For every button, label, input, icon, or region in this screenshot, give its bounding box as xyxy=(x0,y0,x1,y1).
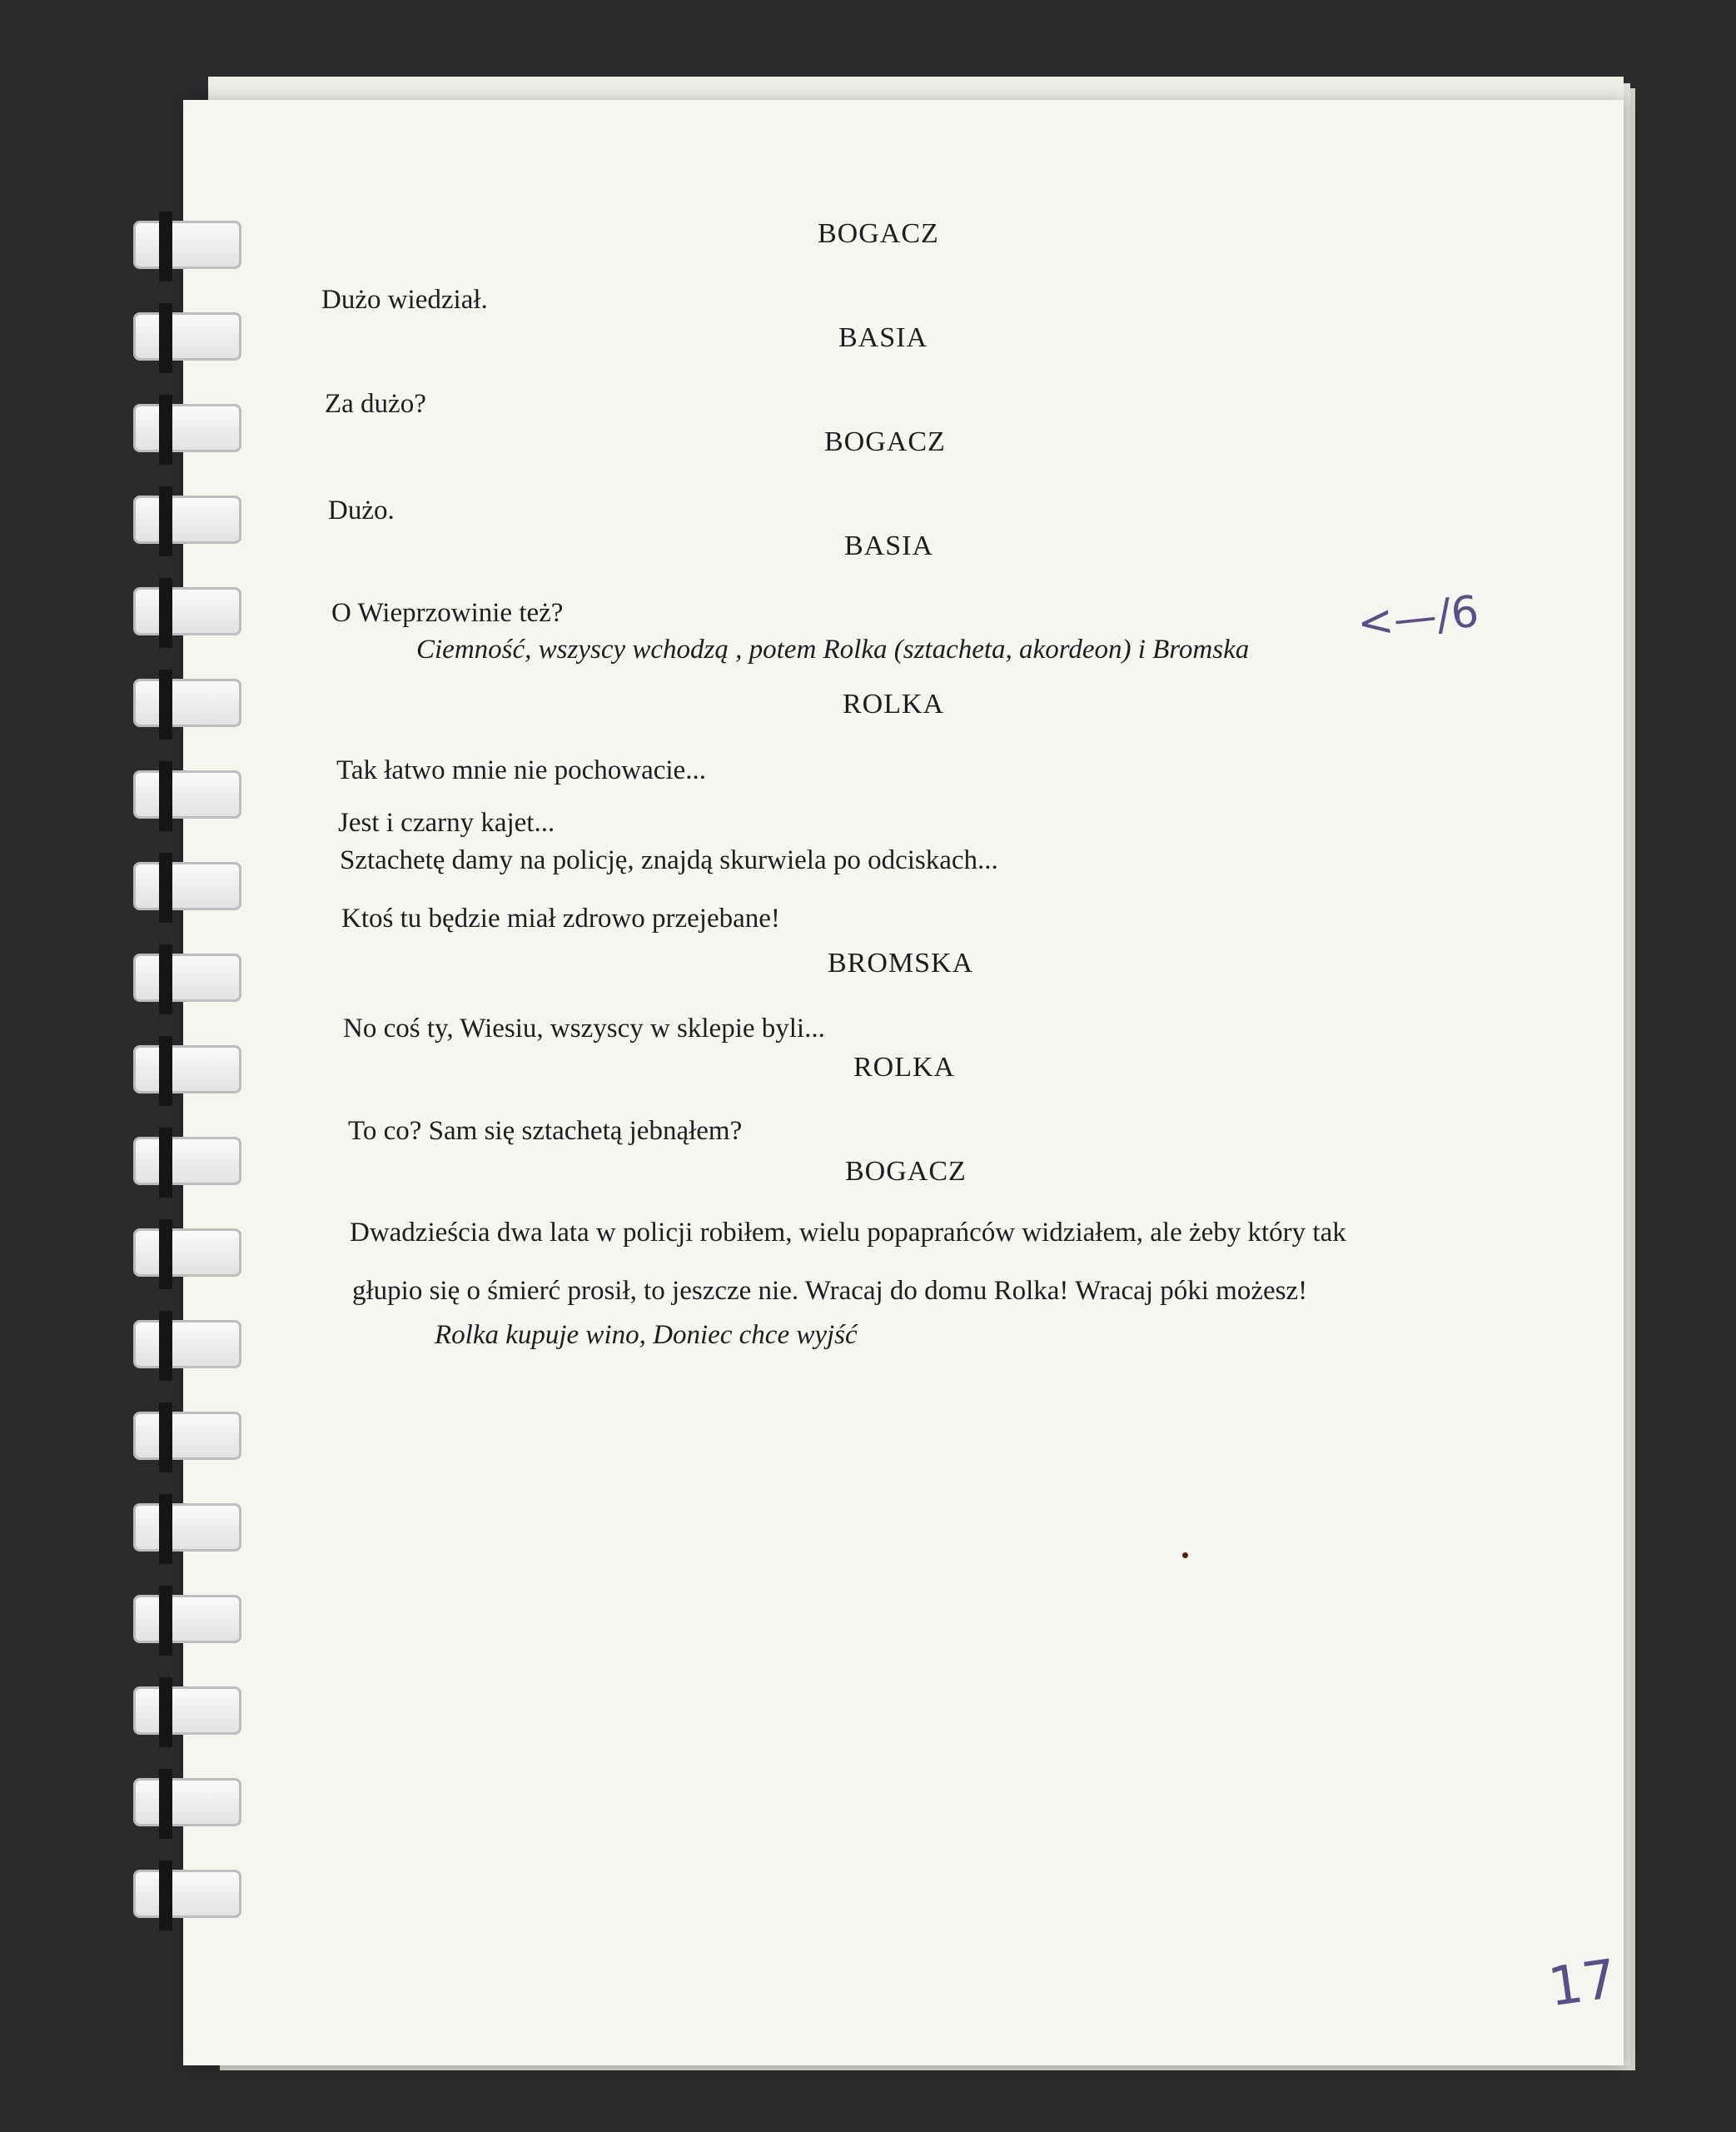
dialogue-line: Jest i czarny kajet... xyxy=(338,808,555,838)
handwritten-arrow-note: <—/6 xyxy=(1355,586,1481,650)
dialogue-line: Sztachetę damy na policję, znajdą skurwiela po odciskach... xyxy=(340,845,998,875)
speaker-name: BOGACZ xyxy=(845,1156,967,1187)
dialogue-line: O Wieprzowinie też? xyxy=(331,598,564,628)
speaker-name: ROLKA xyxy=(843,689,945,720)
dialogue-line: Dużo wiedział. xyxy=(321,285,488,315)
dialogue-line: Tak łatwo mnie nie pochowacie... xyxy=(336,755,706,785)
speaker-name: BROMSKA xyxy=(828,948,974,979)
dialogue-line: Dwadzieścia dwa lata w policji robiłem, wielu popaprańców widziałem, ale żeby który tak xyxy=(350,1218,1346,1248)
speaker-name: ROLKA xyxy=(853,1052,956,1083)
speaker-name: BOGACZ xyxy=(818,218,939,249)
dialogue-line: Dużo. xyxy=(328,496,395,526)
stage-direction: Ciemność, wszyscy wchodzą , potem Rolka (sztacheta, akordeon) i Bromska xyxy=(416,635,1250,665)
dialogue-line: Za dużo? xyxy=(325,389,426,419)
stage-direction: Rolka kupuje wino, Doniec chce wyjść xyxy=(435,1320,858,1350)
speaker-name: BOGACZ xyxy=(824,426,946,457)
dialogue-line: No coś ty, Wiesiu, wszyscy w sklepie byli... xyxy=(343,1014,825,1044)
speaker-name: BASIA xyxy=(838,322,928,353)
dialogue-line: To co? Sam się sztachetą jebnąłem? xyxy=(348,1116,743,1146)
speaker-name: BASIA xyxy=(844,531,934,561)
ink-spot xyxy=(1182,1552,1188,1558)
dialogue-line: Ktoś tu będzie miał zdrowo przejebane! xyxy=(341,904,780,934)
handwritten-page-number: 17 xyxy=(1544,1948,1621,2020)
dialogue-line: głupio się o śmierć prosił, to jeszcze nie. Wracaj do domu Rolka! Wracaj póki możesz! xyxy=(352,1276,1308,1306)
